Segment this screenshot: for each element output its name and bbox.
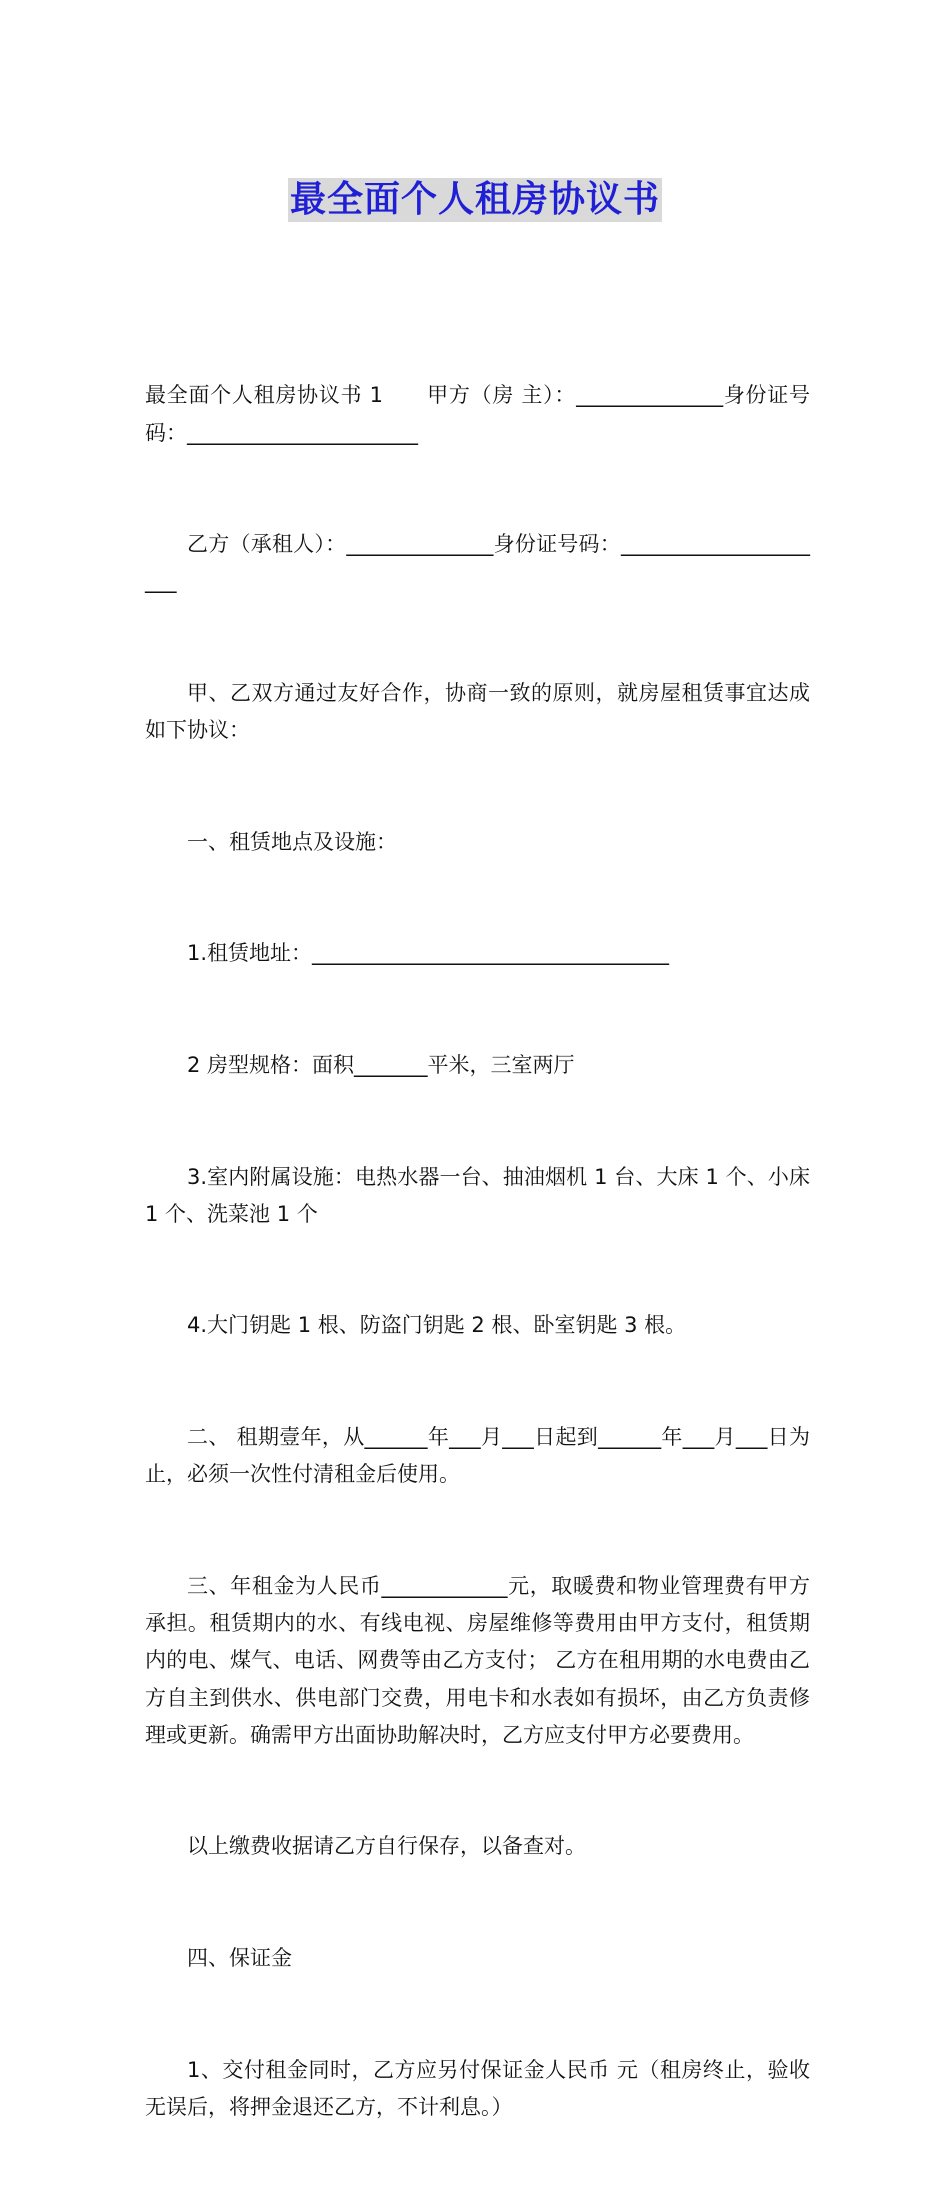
document-title: 最全面个人租房协议书	[289, 179, 660, 220]
item-keys: 4.大门钥匙 1 根、防盗门钥匙 2 根、卧室钥匙 3 根。	[187, 1313, 687, 1338]
title-container	[0, 178, 950, 222]
section-heading-location: 一、租赁地点及设施：	[187, 829, 397, 854]
section-heading-deposit: 四、保证金	[187, 1945, 292, 1970]
paragraph-parties-landlord: 最全面个人租房协议书 1 甲方（房 主）：______________身份证号码：______________________	[145, 383, 810, 445]
item-deposit: 1、交付租金同时，乙方应另付保证金人民币 元（租房终止，验收无误后，将押金退还乙方，不计利息。）	[145, 2057, 810, 2119]
section-lease-term: 二、 租期壹年，从______年___月___日起到______年___月___日为止，必须一次性付清租金后使用。	[145, 1425, 810, 1487]
item-rental-address: 1.租赁地址：__________________________________	[187, 941, 670, 966]
document-body	[145, 303, 817, 2200]
paragraph-receipts: 以上缴费收据请乙方自行保存，以备查对。	[187, 1834, 586, 1859]
paragraph-tenant: 乙方（承租人）：______________身份证号码：_____________________	[145, 532, 810, 594]
paragraph-agreement-intro: 甲、乙双方通过友好合作，协商一致的原则，就房屋租赁事宜达成如下协议：	[145, 681, 810, 743]
section-rent: 三、年租金为人民币____________元，取暖费和物业管理费有甲方承担。租赁期内的水、有线电视、房屋维修等费用由甲方支付，租赁期内的电、煤气、电话、网费等由乙方支付； 乙方在租用期的水电费由乙方自主到供水、供电部门交费，用电卡和水表如有损坏，由乙方负责修理或更新。确需甲方出面协助解决时，乙方应支付甲方必要费用。	[145, 1573, 810, 1747]
item-facilities: 3.室内附属设施：电热水器一台、抽油烟机 1 台、大床 1 个、小床 1 个、洗菜池 1 个	[145, 1164, 817, 1226]
item-room-type: 2 房型规格：面积_______平米，三室两厅	[187, 1053, 575, 1078]
